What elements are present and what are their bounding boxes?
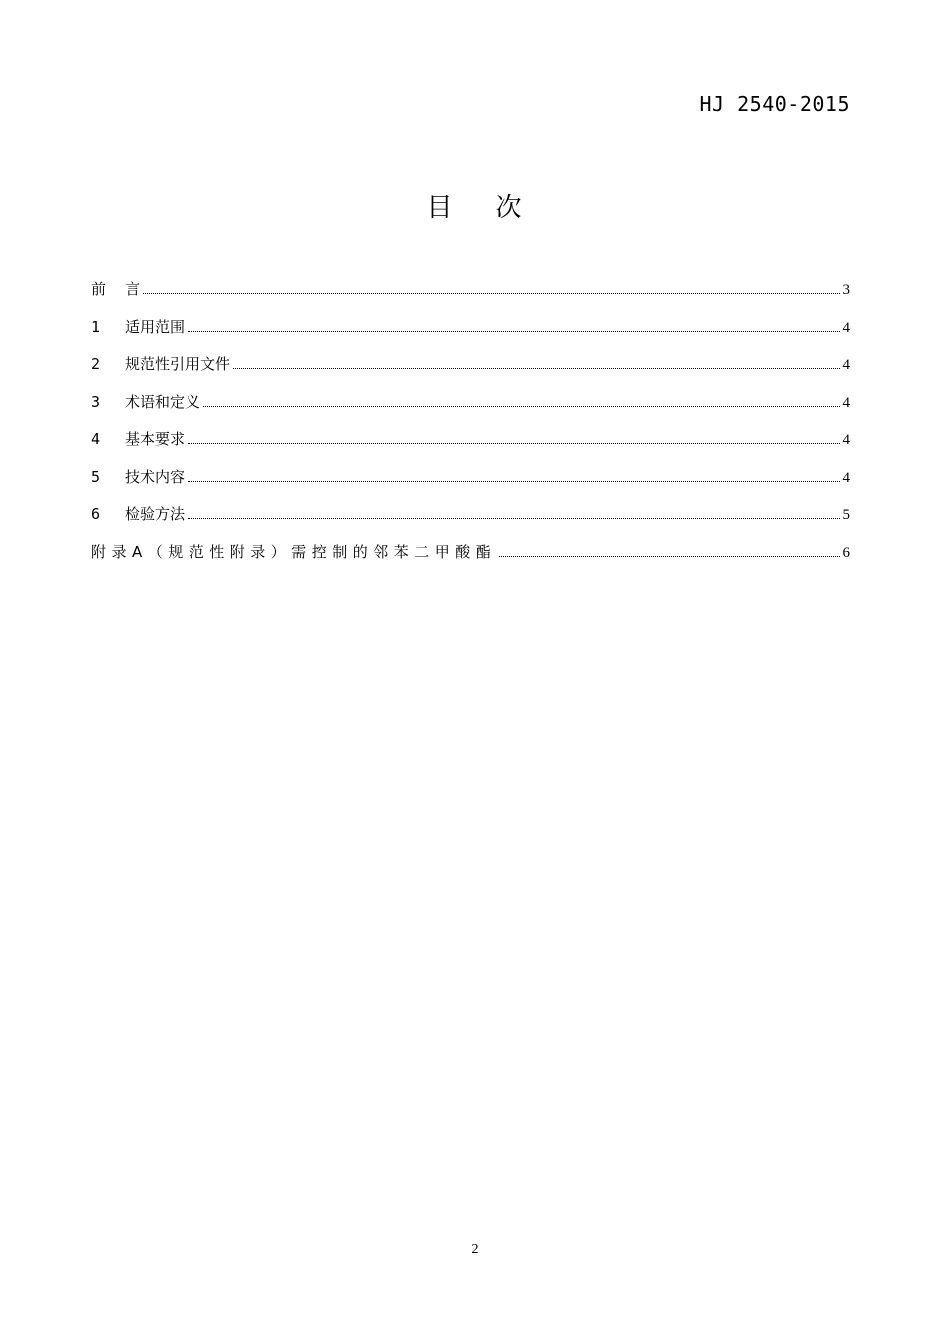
- toc-entry-label: 附录A（规范性附录）需控制的邻苯二甲酸酯: [91, 542, 497, 561]
- page-number: 2: [471, 1242, 479, 1257]
- toc-dot-leader: [203, 394, 839, 407]
- toc-entry-page: 4: [842, 432, 850, 448]
- toc-entry-label: 基本要求: [125, 430, 186, 448]
- toc-entry-number: 2: [91, 355, 101, 373]
- toc-entry-test-methods[interactable]: [91, 503, 850, 541]
- toc-entry-number: 6: [91, 505, 101, 523]
- toc-entry-basic-requirements[interactable]: [91, 428, 850, 466]
- toc-title: 目 次: [426, 193, 524, 223]
- toc-entry-page: 4: [842, 357, 850, 373]
- toc-entry-technical-content[interactable]: [91, 466, 850, 504]
- toc-dot-leader: [188, 319, 839, 332]
- toc-entry-appendix-a[interactable]: [91, 541, 850, 579]
- table-of-contents: [91, 278, 850, 578]
- toc-entry-label: 术语和定义: [125, 392, 201, 411]
- toc-entry-label: 前 言: [91, 280, 141, 298]
- toc-entry-label: 技术内容: [125, 467, 186, 486]
- toc-dot-leader: [233, 356, 839, 369]
- toc-entry-number: 3: [91, 392, 101, 411]
- toc-entry-label: 适用范围: [125, 317, 186, 336]
- toc-entry-normative-references[interactable]: [91, 353, 850, 391]
- toc-entry-number: 4: [91, 430, 101, 448]
- toc-dot-leader: [499, 544, 839, 557]
- toc-entry-label: 规范性引用文件: [125, 355, 231, 373]
- toc-entry-terms-definitions[interactable]: [91, 391, 850, 429]
- toc-entry-label: 检验方法: [125, 505, 186, 523]
- toc-dot-leader: [143, 281, 839, 294]
- toc-entry-page: 4: [842, 319, 850, 336]
- toc-entry-page: 4: [842, 394, 850, 411]
- toc-entry-number: 1: [91, 317, 101, 336]
- document-number: HJ 2540-2015: [699, 92, 850, 116]
- toc-entry-page: 6: [842, 544, 850, 561]
- toc-entry-page: 5: [842, 507, 850, 523]
- toc-dot-leader: [188, 506, 839, 519]
- toc-dot-leader: [188, 469, 839, 482]
- toc-entry-page: 4: [842, 469, 850, 486]
- toc-entry-number: 5: [91, 467, 101, 486]
- toc-entry-page: 3: [842, 282, 850, 298]
- toc-entry-foreword[interactable]: [91, 278, 850, 316]
- toc-entry-scope[interactable]: [91, 316, 850, 354]
- toc-dot-leader: [188, 431, 839, 444]
